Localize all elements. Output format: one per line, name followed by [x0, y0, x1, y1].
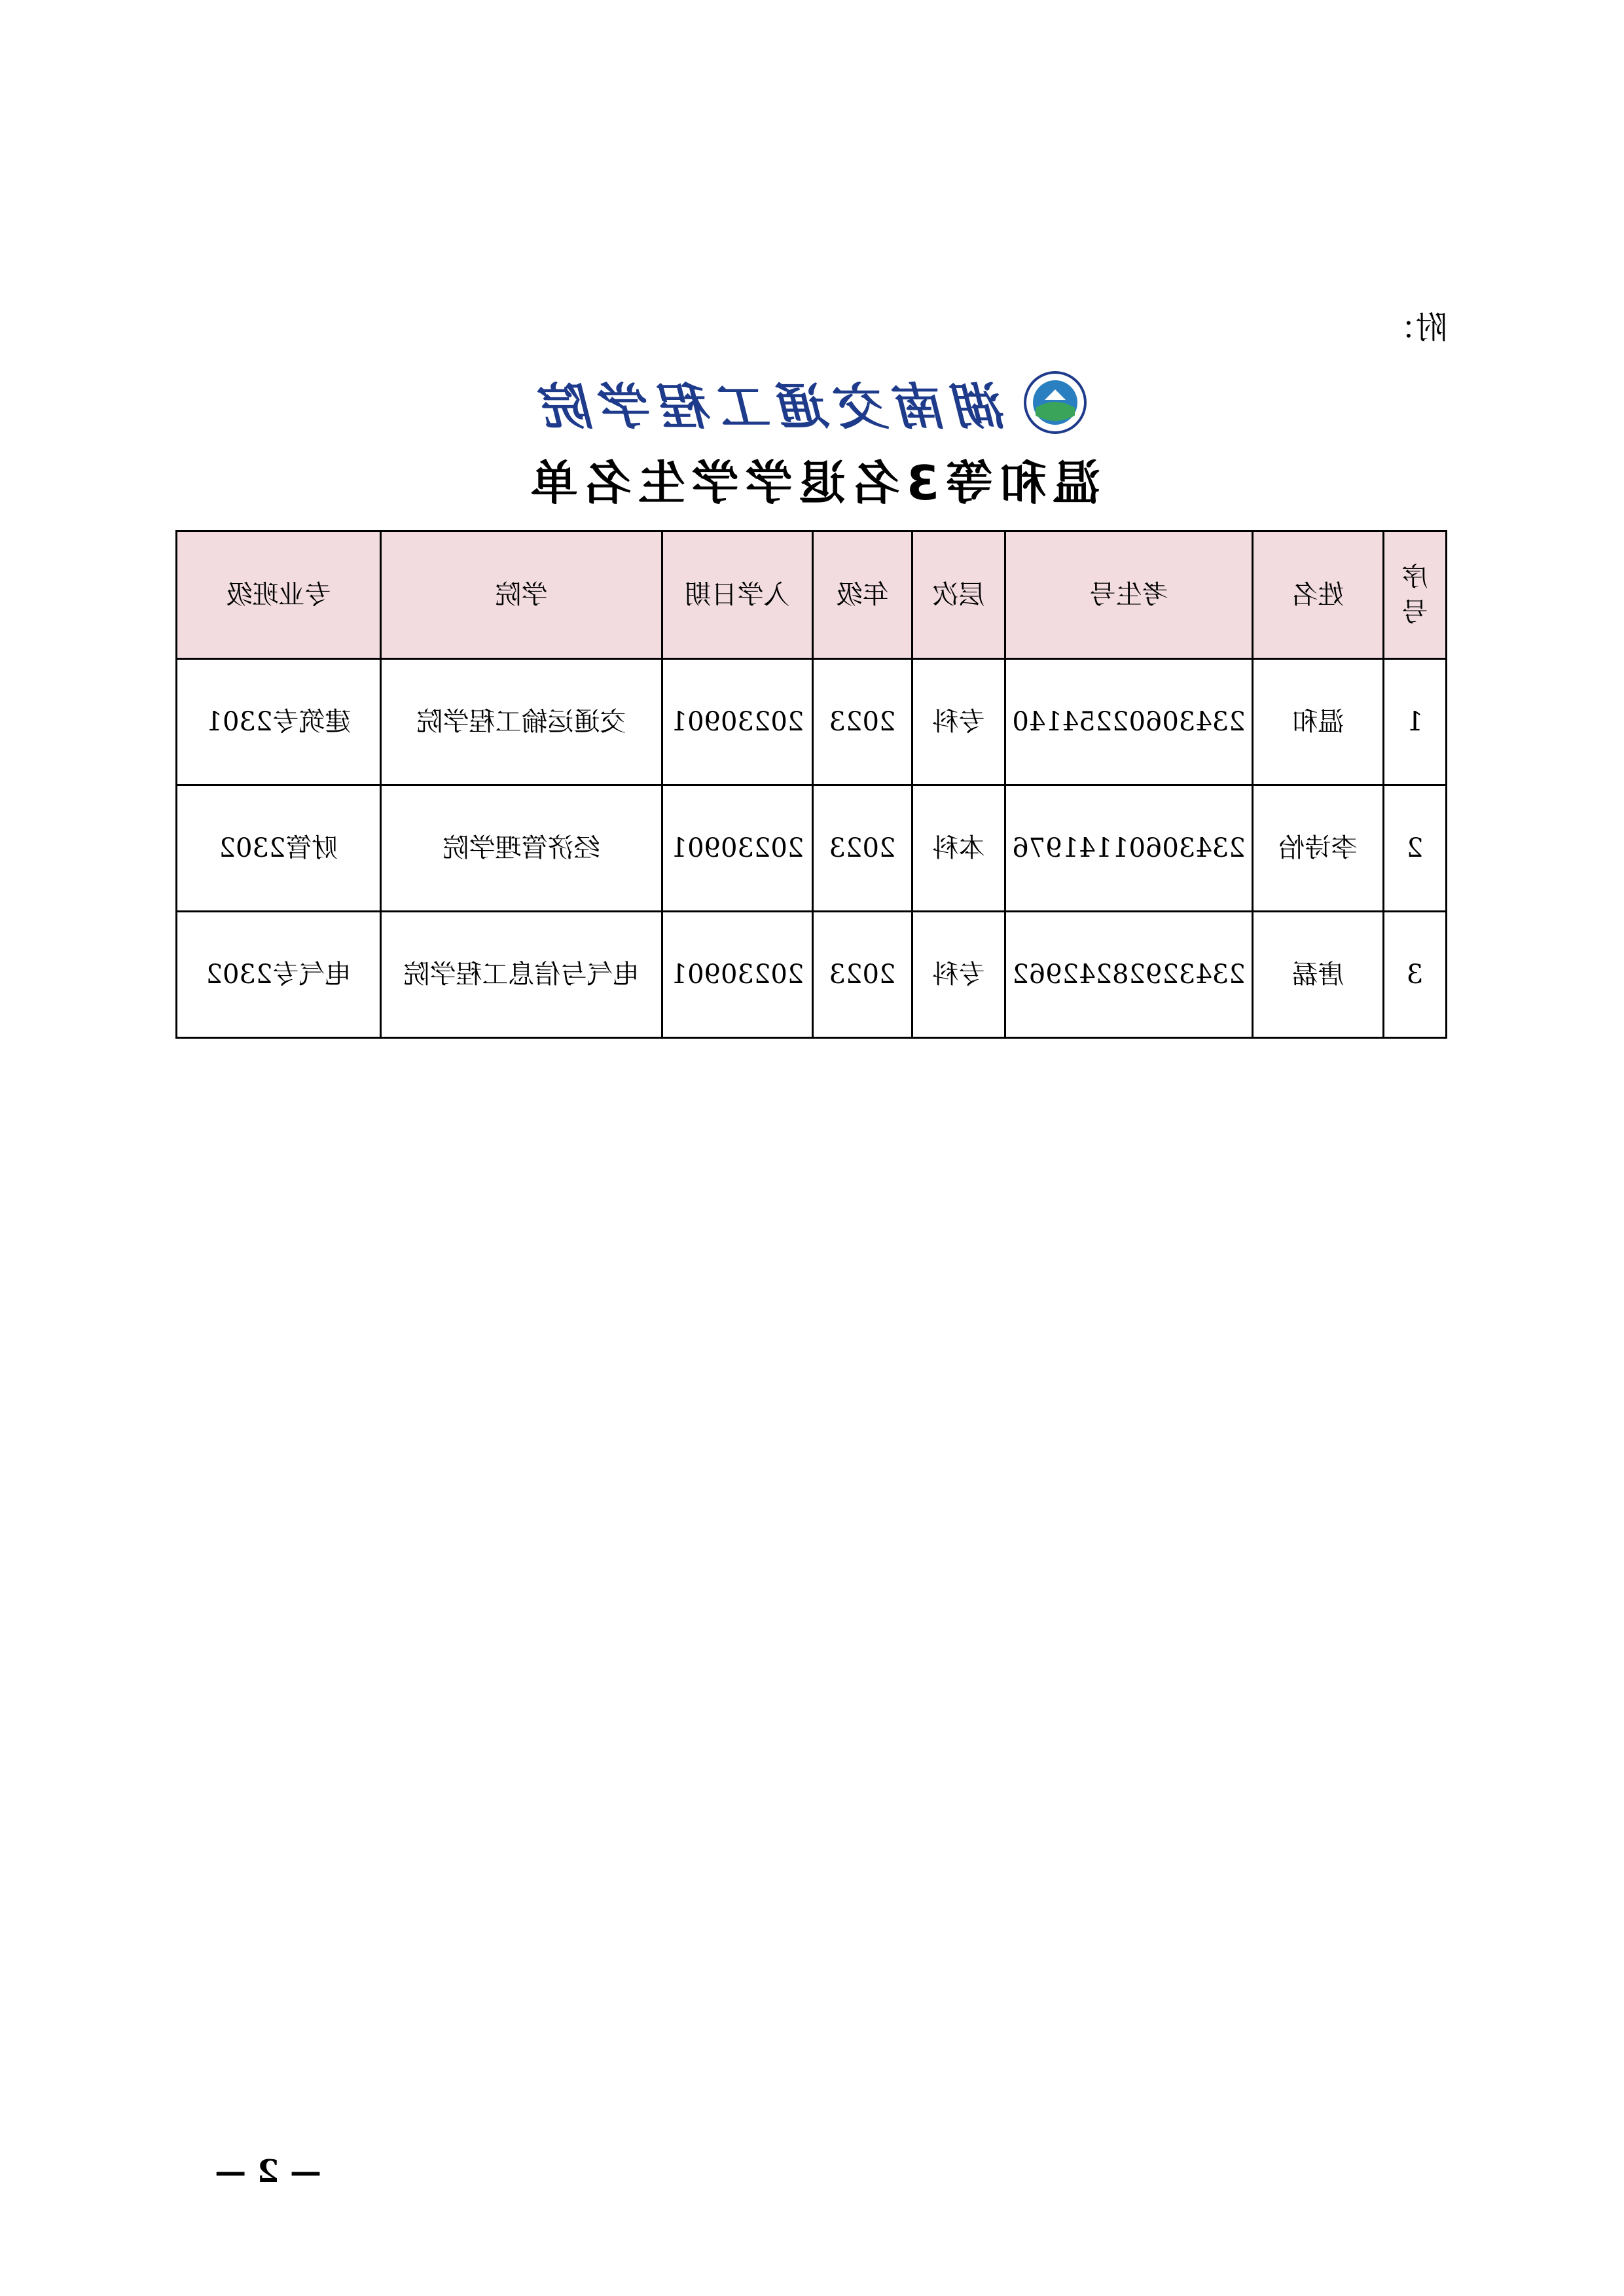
table-cell: 专科	[912, 659, 1005, 785]
table-cell: 20230901	[662, 659, 813, 785]
table-cell: 3	[1384, 912, 1447, 1038]
table-header-row	[177, 531, 1447, 659]
table-cell: 经济管理学院	[381, 785, 662, 912]
table-cell: 2023	[813, 785, 912, 912]
table-cell: 20230901	[662, 912, 813, 1038]
header-cell: 年级	[813, 531, 912, 659]
table-row	[177, 912, 1447, 1038]
table-cell: 23432928242962	[1005, 912, 1253, 1038]
table-row	[177, 659, 1447, 785]
school-header	[0, 367, 1624, 439]
header-cell: 学院	[381, 531, 662, 659]
table-cell: 20230901	[662, 785, 813, 912]
table-cell: 2	[1384, 785, 1447, 912]
school-seal-icon	[1023, 370, 1089, 435]
school-name: 湖南交通工程学院	[535, 377, 1007, 436]
header-cell: 序号	[1384, 531, 1447, 659]
table-cell: 专科	[912, 912, 1005, 1038]
table-cell: 2023	[813, 912, 912, 1038]
table-cell: 建筑专2301	[177, 659, 381, 785]
document-title: 温和等3名退学学生名单	[524, 456, 1100, 511]
table-row	[177, 785, 1447, 912]
table-cell: 23430601141976	[1005, 785, 1253, 912]
header-cell: 姓名	[1253, 531, 1384, 659]
table-cell: 2023	[813, 659, 912, 785]
table-cell: 唐磊	[1253, 912, 1384, 1038]
page-number: — 2 —	[215, 2153, 321, 2190]
table-cell: 1	[1384, 659, 1447, 785]
table-cell: 交通运输工程学院	[381, 659, 662, 785]
table-cell: 本科	[912, 785, 1005, 912]
table-cell: 23430602254140	[1005, 659, 1253, 785]
attachment-label: 附：	[1384, 310, 1447, 346]
header-cell: 考生号	[1005, 531, 1253, 659]
table-cell: 李诗怡	[1253, 785, 1384, 912]
header-cell: 入学日期	[662, 531, 813, 659]
header-cell: 专业班级	[177, 531, 381, 659]
table-cell: 温和	[1253, 659, 1384, 785]
header-cell: 层次	[912, 531, 1005, 659]
table-cell: 电气专2302	[177, 912, 381, 1038]
student-table	[175, 530, 1447, 1039]
table-cell: 电气与信息工程学院	[381, 912, 662, 1038]
table-cell: 财管2302	[177, 785, 381, 912]
